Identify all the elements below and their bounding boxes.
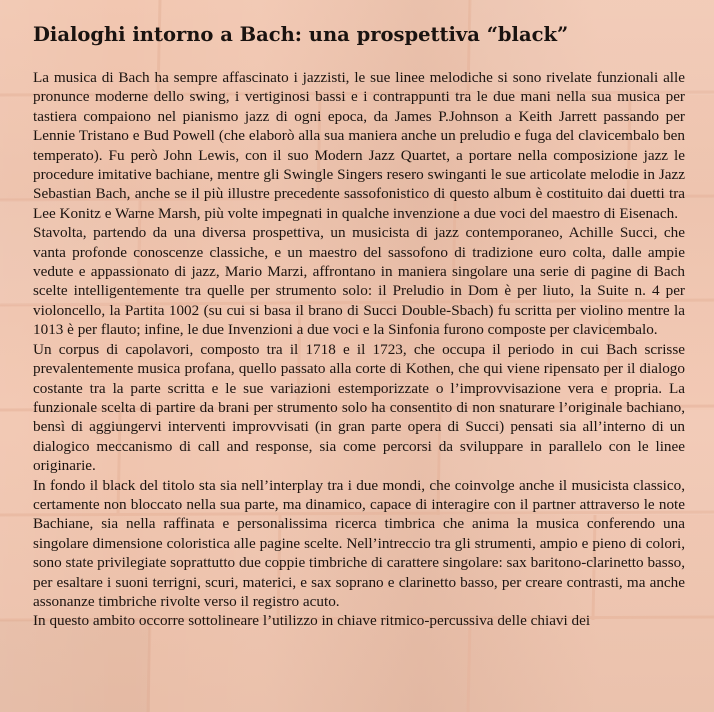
document-page [33,22,685,631]
paragraph-4: In fondo il black del titolo sta sia nell’interplay tra i due mondi, che coinvolge anche il musicista classico, certamente non bloccato nella sua parte, ma dinamico, capace di interagire con il partner attraverso le note Bachiane, sia nella raffinata e personalissima ricerca timbrica che anima la musica conferendo una singolare dimensione coloristica alle pagine scelte. Nell’intreccio tra gli strumenti, ampio e pieno di colori, sono state privilegiate soprattutto due coppie timbriche di carattere singolare: sax baritono-clarinetto basso, per esaltare i suoni terrigni, scuri, materici, e sax soprano e clarinetto basso, per creare contrasti, ma anche assonanze timbriche rivolte verso il registro acuto. [33,476,685,610]
paragraph-2: Stavolta, partendo da una diversa prospettiva, un musicista di jazz contemporaneo, Achille Succi, che vanta profonde conoscenze classiche, e un maestro del sassofono di tradizione euro colta, dalle ampie vedute e appassionato di jazz, Mario Marzi, affrontano in maniera singolare una serie di pagine di Bach scelte intelligentemente tra quelle per strumento solo: il Preludio in Dom è per liuto, la Suite n. 4 per violoncello, la Partita 1002 (su cui si basa il brano di Succi Double-Sbach) fu scritta per violino mentre la 1013 è per flauto; infine, le due Invenzioni a due voci e la Sinfonia furono composte per clavicembalo. [33,224,685,339]
paragraph-3: Un corpus di capolavori, composto tra il 1718 e il 1723, che occupa il periodo in cui Bach scrisse prevalentemente musica profana, quello passato alla corte di Kothen, che qui viene ripensato per il dialogo costante tra la parte scritta e le sue variazioni estemporizzate o l’improvvisazione vera e propria. La funzionale scelta di partire da brani per strumento solo ha consentito di non snaturare l’originale bachiano, bensì di aggiungervi interventi improvvisati (in gran parte opera di Succi) pensati sia all’interno di un dialogico meccanismo di call and response, sia come percorsi da sviluppare in parallelo con le linee originarie. [33,340,685,475]
paragraph-5: In questo ambito occorre sottolineare l’utilizzo in chiave ritmico-percussiva delle chiavi dei [33,612,591,630]
paragraph-1: La musica di Bach ha sempre affascinato i jazzisti, le sue linee melodiche si sono rivelate funzionali alle pronunce moderne dello swing, i vertiginosi bassi e i contrappunti tra le due mani nella sua musica per tastiera compaiono nel pianismo jazz di ogni epoca, da James P.Johnson a Keith Jarrett passando per Lennie Tristano e Bud Powell (che elaborò alla sua maniera anche un preludio e fuga del clavicembalo ben temperato). Fu però John Lewis, con il suo Modern Jazz Quartet, a portare nella composizione jazz le procedure imitative bachiane, mentre gli Swingle Singers resero swinganti le sue articolate melodie in Jazz Sebastian Bach, anche se il più illustre precedente sassofonistico di questo album è costituito dai duetti tra Lee Konitz e Warne Marsh, più volte impegnati in qualche invenzione a due voci del maestro di Eisenach. [33,69,685,222]
page-title: Dialoghi intorno a Bach: una prospettiva “black” [33,23,569,46]
